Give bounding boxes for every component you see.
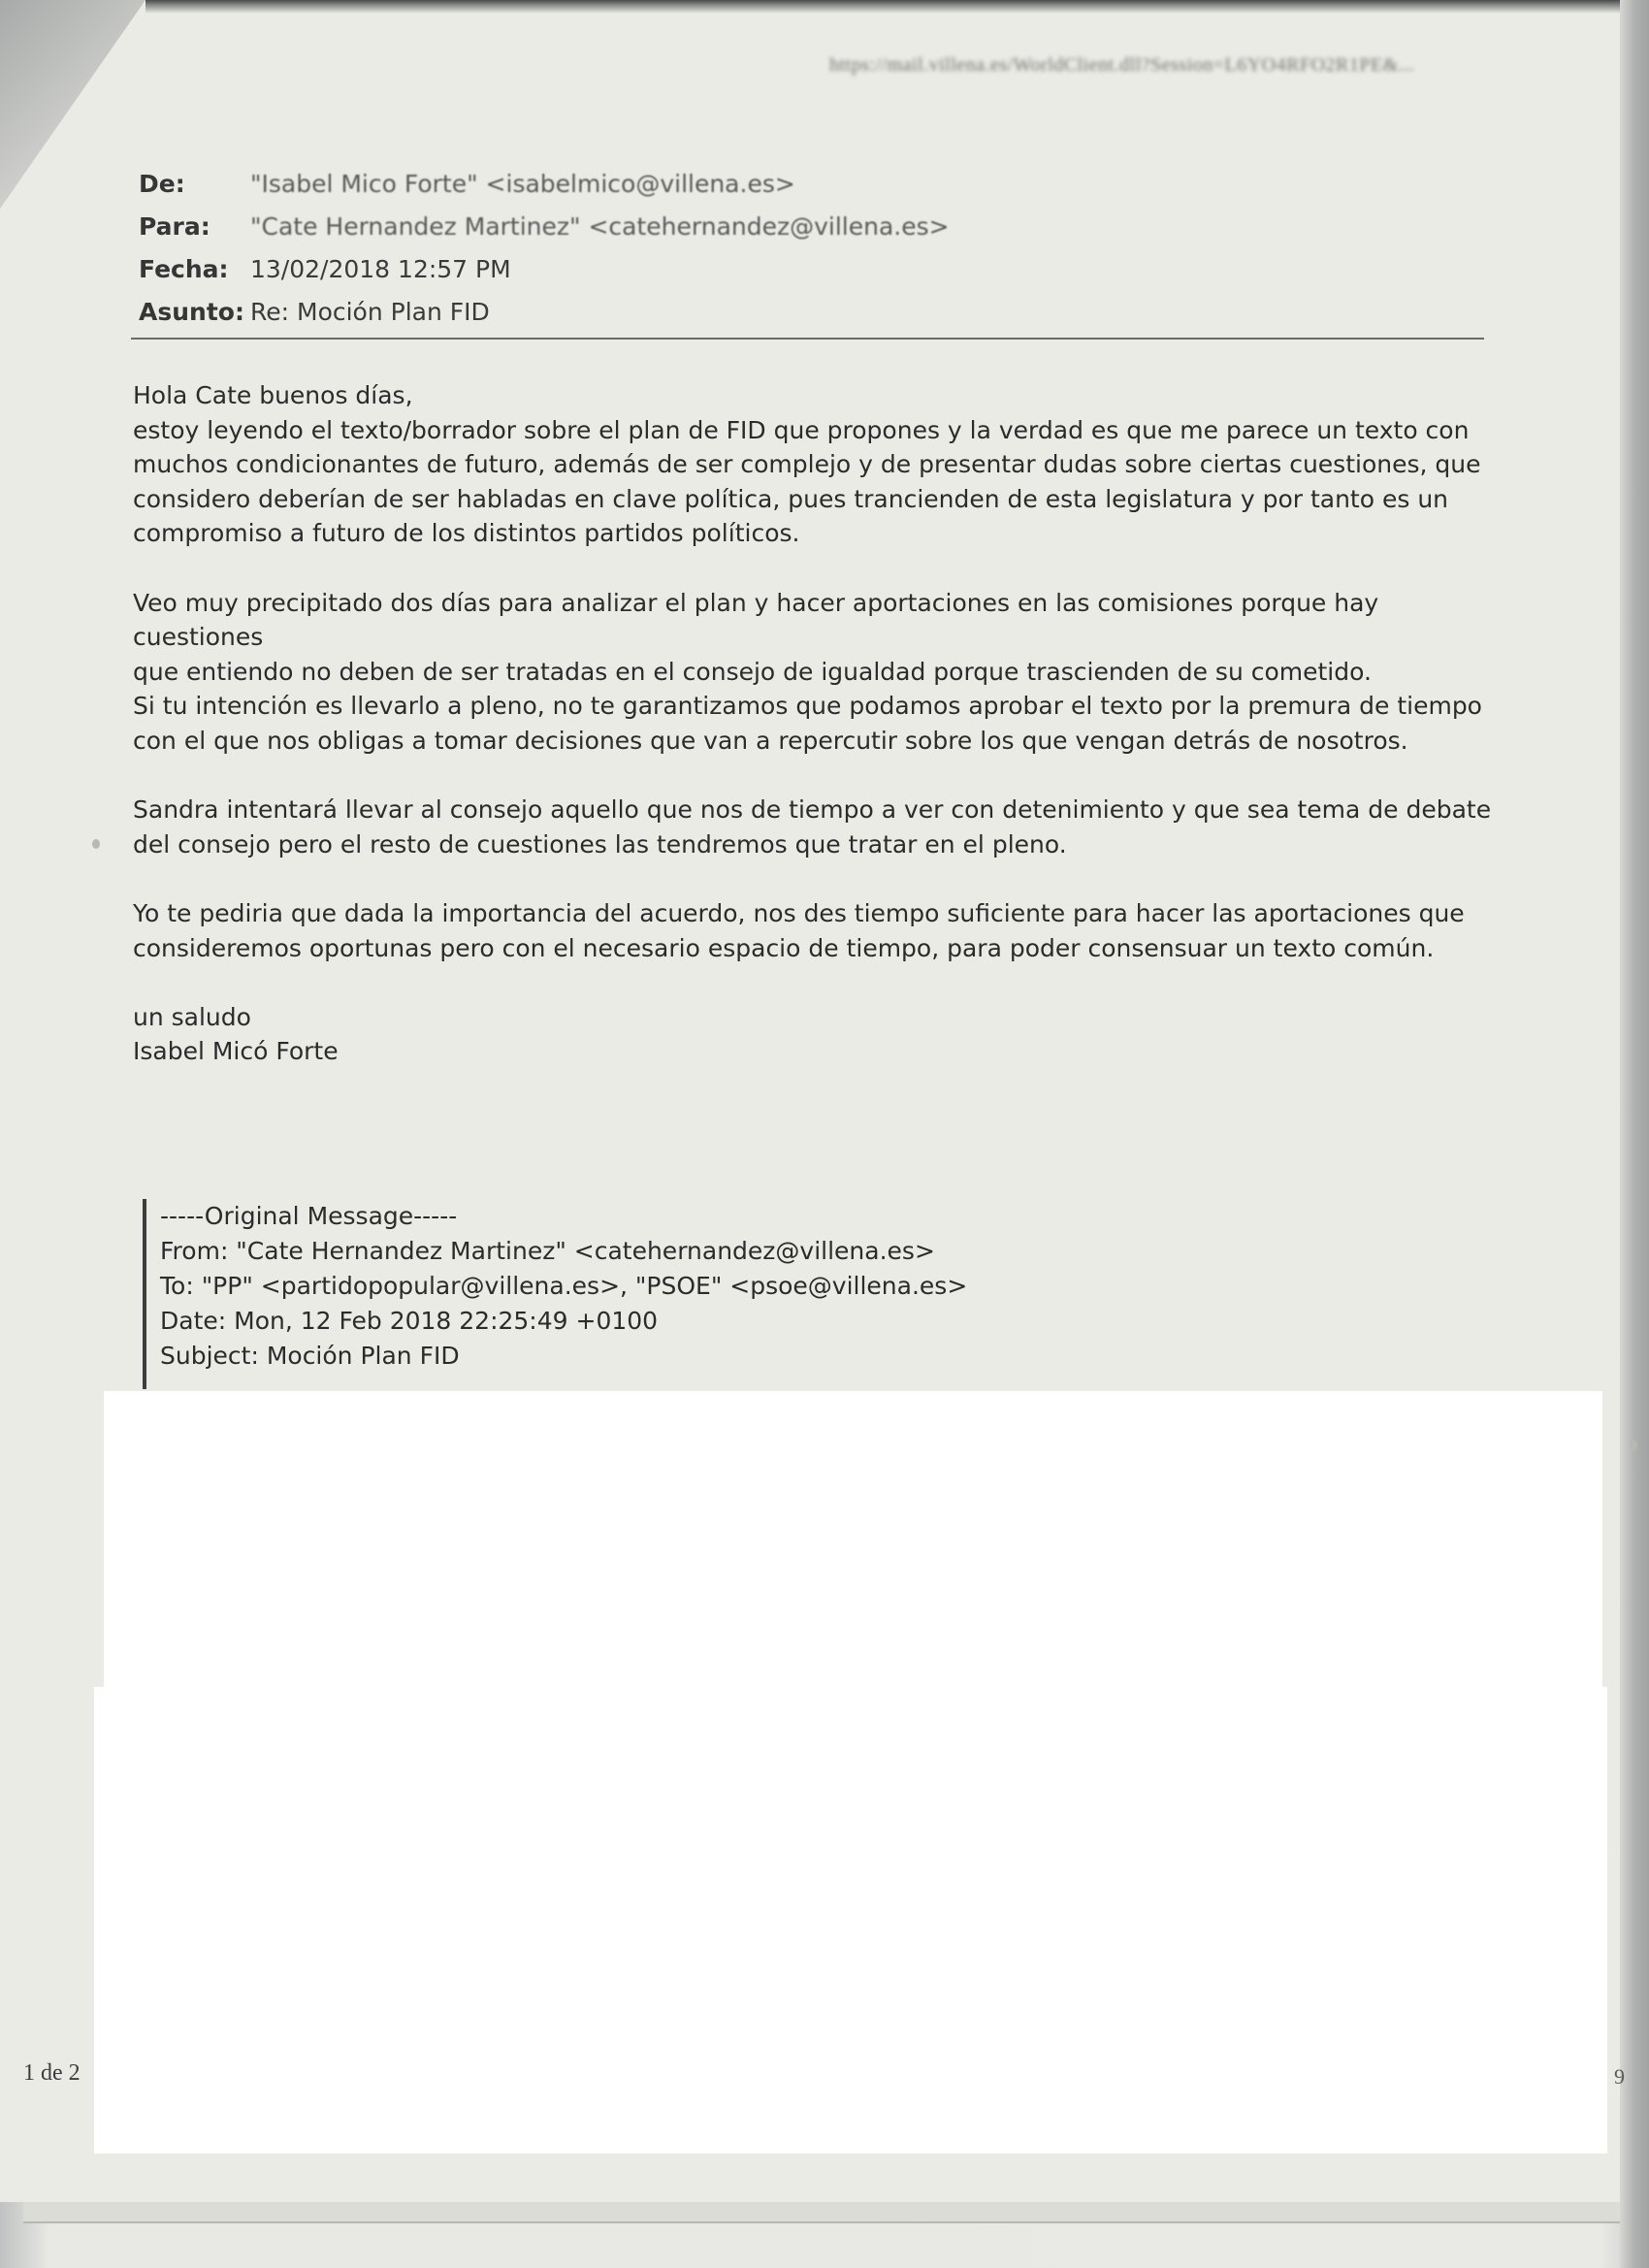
original-subject: Subject: Moción Plan FID bbox=[160, 1342, 460, 1370]
original-date: Date: Mon, 12 Feb 2018 22:25:49 +0100 bbox=[160, 1307, 659, 1335]
scan-speck bbox=[1630, 1441, 1637, 1450]
email-header bbox=[139, 170, 1487, 340]
from-label: De: bbox=[139, 170, 185, 198]
date-value: 13/02/2018 12:57 PM bbox=[250, 255, 511, 283]
body-paragraph-4: Yo te pediria que dada la importancia del acuerdo, nos des tiempo suficiente para hacer las aportaciones que consideremos oportunas pero con el necesario espacio de tiempo, para poder consensuar un texto común. bbox=[133, 898, 1465, 962]
subject-label: Asunto: bbox=[139, 298, 244, 326]
signature: Isabel Micó Forte bbox=[133, 1037, 339, 1066]
body-paragraph-3: Sandra intentará llevar al consejo aquello que nos de tiempo a ver con detenimiento y que sea tema de debate del consejo pero el resto de cuestiones las tendremos que tratar en el pleno. bbox=[133, 795, 1492, 859]
redaction-box bbox=[94, 1391, 1607, 2154]
original-message-header: -----Original Message----- bbox=[160, 1202, 458, 1230]
subject-value: Re: Moción Plan FID bbox=[250, 298, 490, 326]
subject-row bbox=[139, 298, 1487, 340]
date-row bbox=[139, 255, 1487, 298]
page-number: 1 de 2 bbox=[23, 2060, 81, 2086]
scan-speck bbox=[92, 839, 100, 849]
date-label: Fecha: bbox=[139, 255, 229, 283]
body-paragraph-2: Veo muy precipitado dos días para analizar el plan y hacer aportaciones en las comisiones porque hay cuestiones que entiendo no deben de ser tratadas en el consejo de igualdad porque trascienden de su cometido. Si tu intención es llevarlo a pleno, no te garantizamos que podamos aprobar el texto por la premura de tiempo con el que nos obligas a tomar decisiones que van a repercutir sobre los que vengan detrás de nosotros. bbox=[133, 588, 1482, 755]
page-edge-mark: 9 bbox=[1614, 2064, 1625, 2089]
print-url: https://mail.villena.es/WorldClient.dll?Session=L6YO4RFO2R1PE&... bbox=[829, 54, 1415, 76]
top-edge-shadow bbox=[146, 0, 1626, 14]
body-paragraph-1: Hola Cate buenos días, estoy leyendo el texto/borrador sobre el plan de FID que propones y la verdad es que me parece un texto con muchos condicionantes de futuro, además de ser complejo y de presentar dudas sobre ciertas cuestiones, que considero deberían de ser habladas en clave política, pues trancienden de esta legislatura y por tanto es un compromiso a futuro de los distintos partidos políticos. bbox=[133, 381, 1481, 548]
original-to: To: "PP" <partidopopular@villena.es>, "PSOE" <psoe@villena.es> bbox=[160, 1272, 968, 1300]
to-row bbox=[139, 212, 1487, 255]
closing: un saludo bbox=[133, 1002, 251, 1031]
header-divider bbox=[131, 338, 1484, 340]
to-label: Para: bbox=[139, 212, 210, 241]
from-value: "Isabel Mico Forte" <isabelmico@villena.es> bbox=[250, 170, 795, 198]
right-edge-shadow bbox=[1620, 0, 1649, 2268]
original-message-quote bbox=[143, 1199, 967, 1389]
email-body bbox=[133, 378, 1510, 1069]
original-from: From: "Cate Hernandez Martinez" <catehernandez@villena.es> bbox=[160, 1237, 935, 1265]
from-row bbox=[139, 170, 1487, 212]
to-value: "Cate Hernandez Martinez" <catehernandez@villena.es> bbox=[250, 212, 950, 241]
